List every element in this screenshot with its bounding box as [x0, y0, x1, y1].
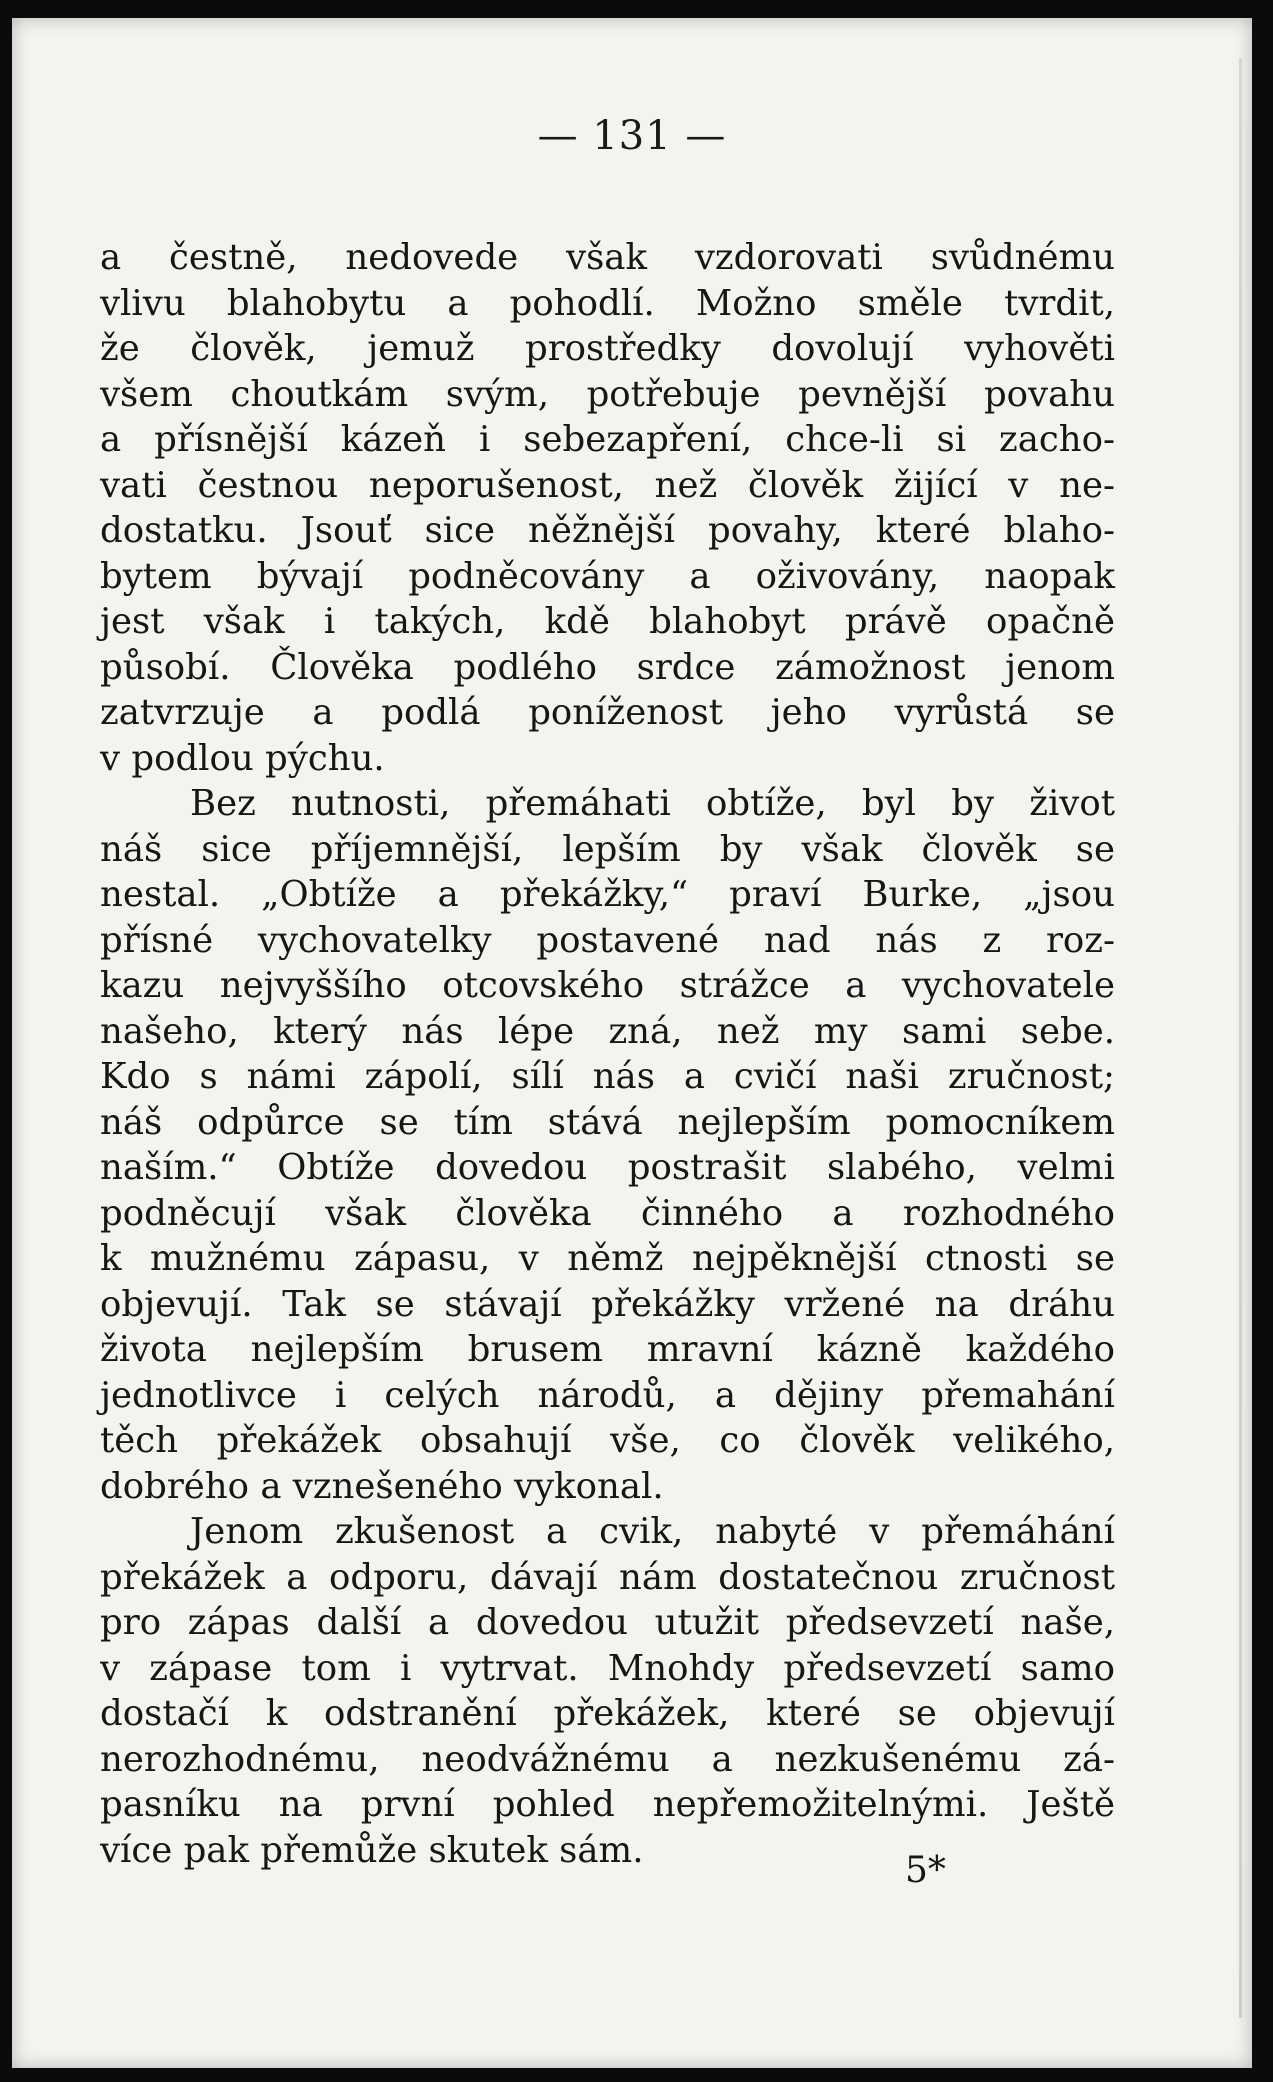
text-line: že člověk, jemuž prostředky dovolují vyhověti	[100, 328, 1115, 369]
text-line: našeho, který nás lépe zná, než my sami sebe.	[100, 1010, 1115, 1052]
text-line: nerozhodnému, neodvážnému a nezkušenému zá-	[100, 1738, 1115, 1780]
text-line: podněcují však člověka činného a rozhodného	[100, 1192, 1115, 1234]
paragraph-end-line: více pak přemůže skutek sám.	[100, 1829, 644, 1871]
text-line: k mužnému zápasu, v němž nejpěknější ctnosti se	[100, 1238, 1115, 1279]
text-line: nestal. „Obtíže a překážky,“ praví Burke, „jsou	[100, 874, 1115, 915]
paragraph-end-line: dobrého a vznešeného vykonal.	[100, 1465, 664, 1507]
text-line: jest však i takých, kdě blahobyt právě opačně	[100, 601, 1115, 642]
text-line: pro zápas další a dovedou utužit předsevzetí naše,	[100, 1602, 1115, 1643]
text-line: náš sice příjemnější, lepším by však člověk se	[100, 828, 1115, 870]
body-text	[100, 235, 1115, 1873]
text-line: kazu nejvyššího otcovského strážce a vychovatele	[100, 965, 1115, 1006]
text-line: v zápase tom i vytrvat. Mnohdy předsevzetí samo	[100, 1647, 1115, 1689]
text-line: náš odpůrce se tím stává nejlepším pomocníkem	[100, 1101, 1115, 1143]
text-line: objevují. Tak se stávají překážky vržené na dráhu	[100, 1283, 1115, 1325]
text-line: dostatku. Jsouť sice něžnější povahy, které blaho-	[100, 510, 1115, 551]
page-number: — 131 —	[537, 113, 727, 159]
text-line: dostačí k odstranění překážek, které se objevují	[100, 1693, 1115, 1734]
text-line: a čestně, nedovede však vzdorovati svůdnému	[100, 237, 1115, 278]
text-line: všem choutkám svým, potřebuje pevnější povahu	[100, 373, 1115, 415]
signature-mark: 5*	[905, 1850, 946, 1891]
book-page	[12, 18, 1252, 2068]
text-line: a přísnější kázeň i sebezapření, chce-li si zacho-	[100, 419, 1115, 460]
text-line: Kdo s námi zápolí, sílí nás a cvičí naši zručnost;	[100, 1056, 1115, 1097]
text-line: přísné vychovatelky postavené nad nás z roz-	[100, 919, 1115, 961]
text-line: vati čestnou neporušenost, než člověk žijící v ne-	[100, 464, 1115, 506]
text-line: pasníku na první pohled nepřemožitelnými. Ještě	[100, 1784, 1115, 1825]
text-line: bytem bývají podněcovány a oživovány, naopak	[100, 555, 1115, 597]
page-edge	[1239, 58, 1242, 2018]
text-line: naším.“ Obtíže dovedou postrašit slabého, velmi	[100, 1147, 1115, 1188]
text-line: vlivu blahobytu a pohodlí. Možno směle tvrdit,	[100, 282, 1115, 324]
text-line: překážek a odporu, dávají nám dostatečnou zručnost	[100, 1556, 1115, 1598]
paragraph-start-line: Bez nutnosti, přemáhati obtíže, byl by život	[190, 783, 1115, 824]
text-line: zatvrzuje a podlá poníženost jeho vyrůstá se	[100, 692, 1115, 733]
text-line: života nejlepším brusem mravní kázně každého	[100, 1329, 1115, 1370]
text-line: působí. Člověka podlého srdce zámožnost jenom	[100, 646, 1115, 688]
paragraph-start-line: Jenom zkušenost a cvik, nabyté v přemáhání	[190, 1511, 1115, 1552]
paragraph-end-line: v podlou pýchu.	[100, 737, 385, 779]
text-line: těch překážek obsahují vše, co člověk velikého,	[100, 1420, 1115, 1461]
text-line: jednotlivce i celých národů, a dějiny přemahání	[100, 1374, 1115, 1416]
